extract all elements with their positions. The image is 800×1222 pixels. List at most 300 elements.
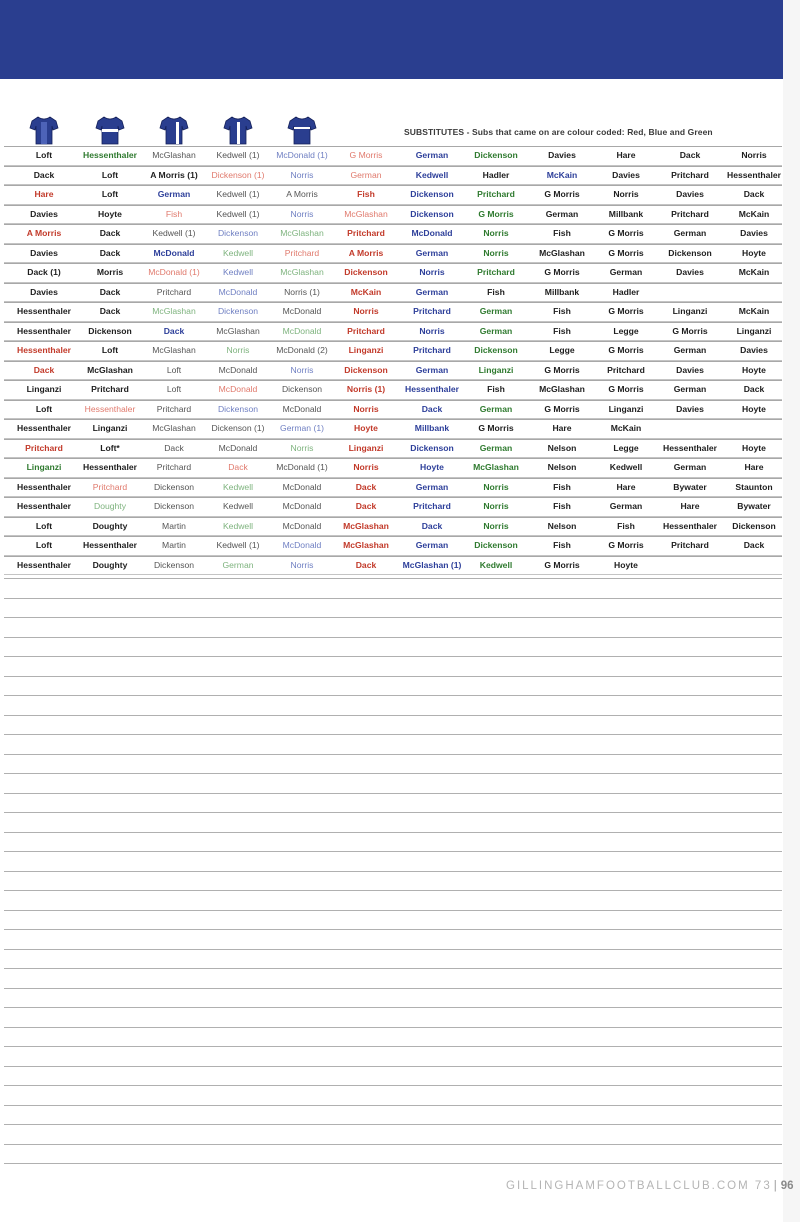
ruled-line [4,793,782,794]
player-cell: Hoyte [98,208,122,219]
ruled-line [4,871,782,872]
player-cell: McGlashan [280,267,324,277]
player-cell: Kedwell (1) [216,150,260,160]
player-cell: McGlashan [343,540,389,550]
player-cell: Dickenson [153,559,195,570]
player-cell: Hessenthaler [663,520,717,531]
player-cell: McKain [350,286,382,297]
player-cell: Martin [162,520,186,531]
player-cell: McGlashan [344,208,388,219]
player-cell: Hoyte [420,462,444,472]
player-cell: Kedwell (1) [152,228,196,238]
player-cell: G Morris [608,540,644,550]
player-cell: Hessenthaler [17,345,71,355]
player-cell: McGlashan [152,423,196,433]
player-cell: McDonald [218,384,258,394]
player-cell: G Morris [608,247,644,258]
player-cell: A Morris [26,228,62,238]
player-cell: German [479,325,513,336]
ruled-line [4,1066,782,1067]
player-cell: Linganzi [92,423,128,433]
player-cell: Loft [35,540,53,550]
player-cell: Dickenson [217,306,259,316]
player-cell: Davies [676,364,704,375]
player-cell: Norris [741,150,767,160]
player-cell: German [415,481,449,492]
player-cell: German [673,462,707,472]
player-cell: Hare [552,423,572,433]
player-cell: Davies [676,189,704,199]
player-cell: Norris [353,403,379,414]
player-cell: McKain [738,306,770,316]
player-cell: Hare [680,501,700,511]
player-cell: Loft [101,345,119,355]
player-cell: Legge [613,442,639,453]
player-cell: Staunton [735,481,773,492]
player-cell: Hare [616,481,636,492]
lineup-row [4,458,782,478]
player-cell: Legge [549,345,575,355]
player-cell: Fish [165,208,183,219]
player-cell: Linganzi [348,345,384,355]
player-cell: Norris [483,481,509,492]
lineup-row [4,322,782,342]
player-cell: McKain [610,423,642,433]
player-cell: Davies [30,208,58,219]
lineup-row [4,205,782,225]
player-cell: McDonald [218,442,258,453]
player-cell: Bywater [673,481,707,492]
player-cell: Hare [744,462,764,472]
player-cell: Legge [613,325,639,336]
player-cell: Kedwell [222,481,254,492]
player-cell: Norris [483,520,509,531]
player-cell: G Morris [608,228,644,238]
player-cell: G Morris [544,403,580,414]
lineup-row [4,283,782,303]
shirt-icon [158,114,190,146]
player-cell: McGlashan [343,520,389,531]
player-cell: Loft [101,169,119,180]
player-cell: German [415,286,449,297]
player-cell: A Morris [286,189,318,199]
player-cell: Hessenthaler [17,325,71,336]
player-cell: Norris [290,364,314,375]
ruled-line [4,929,782,930]
player-cell: Loft [166,384,182,394]
ruled-line [4,578,782,579]
ruled-line [4,832,782,833]
player-cell: Norris [483,228,509,238]
player-cell: Dickenson [217,228,259,238]
player-cell: Fish [553,501,571,511]
player-cell: Dack [99,228,121,238]
player-cell: Loft [101,189,119,199]
player-cell: Linganzi [348,442,384,453]
player-cell: McGlashan (1) [402,559,462,570]
player-cell: Hessenthaler [83,540,137,550]
player-cell: Dickenson [153,481,195,492]
ruled-line [4,1144,782,1145]
player-cell: McKain [738,267,770,277]
player-cell: McGlashan [152,306,196,316]
player-cell: Pritchard [671,169,709,180]
player-cell: Fish [487,286,505,297]
substitutes-note: SUBSTITUTES - Subs that came on are colour coded: Red, Blue and Green [404,127,713,137]
player-cell: Pritchard [347,325,385,336]
player-cell: Dack (1) [27,267,61,277]
player-cell: Norris [483,501,509,511]
player-cell: Nelson [547,442,577,453]
player-cell: German [350,169,382,180]
lineup-row [4,361,782,381]
player-cell: Linganzi [478,364,514,375]
player-cell: Hessenthaler [405,384,459,394]
player-cell: Davies [676,267,704,277]
player-cell: German [609,267,643,277]
ruled-line [4,617,782,618]
player-cell: A Morris (1) [150,169,198,180]
player-cell: McGlashan [539,384,585,394]
player-cell: McDonald [282,481,322,492]
player-cell: Pritchard [671,208,709,219]
player-cell: German [545,208,579,219]
header-band [0,0,783,79]
player-cell: McDonald [282,306,322,316]
player-cell: Fish [553,325,571,336]
ruled-line [4,676,782,677]
player-cell: Nelson [547,462,577,472]
lineup-row [4,400,782,420]
player-cell: German (1) [280,423,324,433]
lineup-row [4,517,782,537]
player-cell: Dack [355,481,377,492]
page-footer [506,1180,794,1192]
ruled-line [4,910,782,911]
player-cell: German [479,403,513,414]
player-cell: Fish [487,384,505,394]
player-cell: German [479,306,513,316]
player-cell: Pritchard [156,286,192,297]
ruled-line [4,773,782,774]
player-cell: Dack [421,520,443,531]
player-cell: Hessenthaler [17,481,71,492]
player-cell: Hessenthaler [83,150,137,160]
player-cell: G Morris [544,189,580,199]
player-cell: German [415,247,449,258]
ruled-line [4,598,782,599]
player-cell: Dickenson [281,384,323,394]
player-cell: Linganzi [26,462,62,472]
player-cell: McGlashan [87,364,133,375]
player-cell: German [415,150,449,160]
player-cell: Dickenson (1) [211,169,265,180]
player-cell: McGlashan [152,150,196,160]
player-cell: Hessenthaler [17,423,71,433]
player-cell: McDonald [218,286,258,297]
player-cell: Loft [35,403,53,414]
player-cell: Davies [30,247,58,258]
player-cell: McGlashan [216,325,260,336]
player-cell: Norris (1) [346,384,386,394]
player-cell: Dickenson [732,520,776,531]
player-cell: Fish [617,520,635,531]
lineup-row [4,478,782,498]
footer-site: GILLINGHAMFOOTBALLCLUB.COM [506,1180,750,1192]
ruled-line [4,1046,782,1047]
player-cell: Hare [616,150,636,160]
player-cell: Dickenson [410,189,454,199]
player-cell: Kedwell [479,559,513,570]
player-cell: Pritchard [347,228,385,238]
ruled-line [4,715,782,716]
player-cell: Kedwell [609,462,643,472]
player-cell: Loft [166,364,182,375]
player-cell: Norris [226,345,250,355]
shirt-icon [286,114,318,146]
player-cell: Dickenson [474,345,518,355]
player-cell: Dack [99,247,121,258]
player-cell: Hessenthaler [84,403,136,414]
player-cell: Hessenthaler [727,169,781,180]
player-cell: Fish [553,228,571,238]
player-cell: Dack [355,559,377,570]
player-cell: Hare [34,189,54,199]
shirt-icon [28,114,60,146]
player-cell: Norris [353,462,379,472]
lineup-row [4,536,782,556]
player-cell: McDonald (1) [276,462,328,472]
lineup-row [4,224,782,244]
player-cell: McDonald [282,403,322,414]
lineup-row [4,341,782,361]
player-cell: Dickenson [474,540,518,550]
ruled-line [4,734,782,735]
player-cell: Nelson [547,520,577,531]
ruled-line [4,637,782,638]
ruled-line [4,812,782,813]
player-cell: Norris [353,306,379,316]
player-cell: McDonald (1) [276,150,328,160]
player-cell: A Morris [348,247,384,258]
player-cell: Linganzi [26,384,62,394]
player-cell: Norris (1) [284,286,320,297]
player-cell: German [479,442,513,453]
player-cell: Norris [613,189,639,199]
player-cell: Norris [290,442,314,453]
player-cell: Pritchard [413,306,451,316]
player-cell: Dack [33,169,55,180]
ruled-line [4,1085,782,1086]
footer-page-number: 73 [754,1180,772,1192]
player-cell: Hessenthaler [17,306,71,316]
shirt-icon [222,114,254,146]
player-cell: Loft* [100,442,120,453]
ruled-line [4,1027,782,1028]
player-cell: G Morris [608,345,644,355]
shirt-icon [94,114,126,146]
lineup-row [4,497,782,517]
player-cell: Dack [355,501,377,511]
player-cell: G Morris [608,384,644,394]
player-cell: Pritchard [607,364,645,375]
player-cell: McDonald (1) [148,267,200,277]
player-cell: G Morris [544,559,580,570]
player-cell: Millbank [414,423,450,433]
player-cell: Davies [548,150,576,160]
lineup-row [4,166,782,186]
player-cell: Dack [421,403,443,414]
player-cell: Pritchard [413,501,451,511]
player-cell: Dickenson [88,325,132,336]
player-cell: Davies [676,403,704,414]
player-cell: Davies [740,228,768,238]
ruled-line [4,1007,782,1008]
player-cell: Millbank [544,286,580,297]
player-cell: McGlashan [539,247,585,258]
player-cell: Fish [553,540,571,550]
player-cell: Pritchard [25,442,63,453]
player-cell: Loft [35,520,53,531]
player-cell: McGlashan [473,462,519,472]
player-cell: German [415,364,449,375]
player-cell: Pritchard [91,384,129,394]
player-cell: Dack [163,325,185,336]
player-cell: Pritchard [156,462,192,472]
player-cell: Fish [357,189,375,199]
ruled-line [4,1124,782,1125]
player-cell: Dack [228,462,248,472]
lineup-row [4,439,782,459]
player-cell: McDonald [282,325,322,336]
ruled-line [4,1105,782,1106]
player-cell: Dack [164,442,184,453]
lineup-row [4,244,782,264]
player-cell: Norris [419,267,445,277]
lineup-row [4,263,782,283]
player-cell: Dickenson [153,501,195,511]
lineup-row [4,302,782,322]
player-cell: Dack [679,150,701,160]
player-cell: Martin [162,540,186,550]
player-cell: McGlashan [152,345,196,355]
page-edge [780,0,800,1222]
player-cell: Kedwell [222,501,254,511]
player-cell: Fish [553,481,571,492]
player-cell: Hadler [482,169,510,180]
player-cell: Linganzi [608,403,644,414]
player-cell: McDonald [153,247,195,258]
player-cell: Pritchard [671,540,709,550]
player-cell: Kedwell [222,520,254,531]
player-cell: Hoyte [742,403,766,414]
player-cell: Norris [419,325,445,336]
ruled-line [4,656,782,657]
player-cell: Hessenthaler [17,559,71,570]
player-cell: Hessenthaler [83,462,137,472]
player-cell: Pritchard [284,247,320,258]
footer-logo: 96 [780,1180,794,1192]
player-cell: Norris [290,169,314,180]
player-cell: Norris [290,208,314,219]
ruled-line [4,695,782,696]
lineup-row [4,419,782,439]
player-cell: German [609,501,643,511]
player-cell: Morris [96,267,124,277]
player-cell: Hoyte [742,364,766,375]
ruled-line [4,988,782,989]
ruled-line [4,890,782,891]
player-cell: Dickenson [410,442,454,453]
player-cell: Davies [740,345,768,355]
player-cell: Norris [290,559,314,570]
player-cell: German [415,540,449,550]
lineup-row [4,146,782,166]
player-cell: G Morris [544,364,580,375]
player-cell: McKain [546,169,578,180]
player-cell: Linganzi [736,325,772,336]
player-cell: G Morris [544,267,580,277]
player-cell: G Morris [349,150,383,160]
player-cell: Dack [743,189,765,199]
player-cell: McDonald [282,501,322,511]
player-cell: German [673,384,707,394]
player-cell: Dickenson [344,364,388,375]
player-cell: Pritchard [92,481,128,492]
player-cell: German [222,559,254,570]
player-cell: Dack [743,384,765,394]
ruled-line [4,754,782,755]
player-cell: Dickenson [474,150,518,160]
player-cell: German [157,189,191,199]
player-cell: Millbank [608,208,644,219]
player-cell: McDonald [218,364,258,375]
player-cell: Dack [99,286,121,297]
player-cell: Dickenson [410,208,454,219]
player-cell: Pritchard [477,189,515,199]
player-cell: Kedwell [222,247,254,258]
player-cell: Hessenthaler [663,442,717,453]
ruled-line [4,949,782,950]
player-cell: Hessenthaler [17,501,71,511]
player-cell: McDonald [282,540,322,550]
player-cell: Kedwell (1) [216,189,260,199]
player-cell: Davies [612,169,640,180]
player-cell: McDonald [411,228,453,238]
player-cell: Doughty [92,520,128,531]
player-cell: McGlashan [280,228,324,238]
player-cell: McDonald (2) [276,345,328,355]
ruled-line [4,851,782,852]
player-cell: Hoyte [742,247,766,258]
player-cell: G Morris [478,208,514,219]
player-cell: G Morris [478,423,514,433]
player-cell: Dack [33,364,55,375]
player-cell: German [673,228,707,238]
ruled-line [4,1163,782,1164]
player-cell: Kedwell [222,267,254,277]
player-cell: Linganzi [672,306,708,316]
player-cell: Norris [483,247,509,258]
player-cell: Hoyte [742,442,766,453]
player-cell: Doughty [92,559,128,570]
player-cell: McKain [738,208,770,219]
player-cell: G Morris [672,325,708,336]
lineup-table [4,146,782,575]
player-cell: Hoyte [354,423,378,433]
footer-separator: | [773,1180,779,1192]
player-cell: Kedwell (1) [216,540,260,550]
